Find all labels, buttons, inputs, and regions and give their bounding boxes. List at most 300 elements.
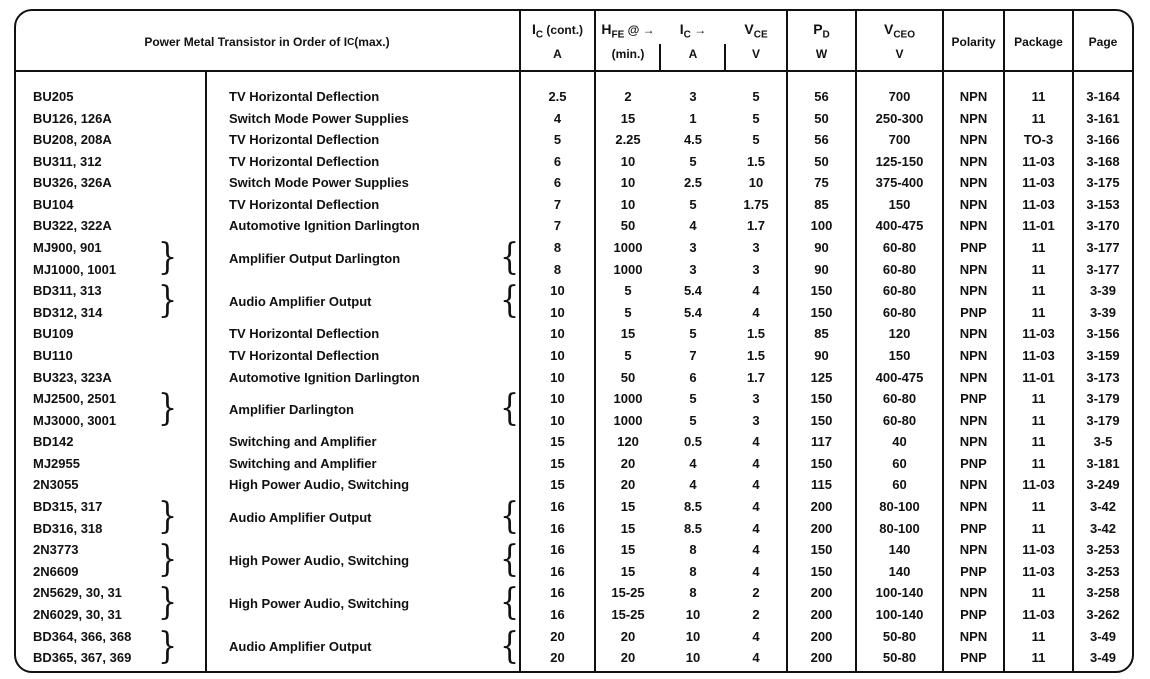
cell-page: 3-253 bbox=[1086, 542, 1120, 558]
cell-vceo: 150 bbox=[888, 196, 911, 212]
cell-pd: 85 bbox=[814, 196, 829, 212]
cell-desc: Audio Amplifier Output bbox=[229, 294, 372, 309]
cell-page: 3-249 bbox=[1086, 477, 1120, 493]
cell-part: MJ900, 901 bbox=[33, 240, 102, 256]
cell-ic2: 3 bbox=[689, 89, 697, 104]
cell-vceo: 150 bbox=[888, 347, 911, 363]
header-ic-tail: (cont.) bbox=[543, 23, 584, 38]
cell-vce: 1.7 bbox=[746, 218, 766, 234]
header-page bbox=[1074, 14, 1132, 70]
cell-vceo: 400-475 bbox=[875, 369, 924, 385]
cell-ic2: 5 bbox=[689, 153, 697, 169]
cell-pd: 150 bbox=[810, 542, 833, 558]
cell-pol: PNP bbox=[960, 606, 987, 622]
cell-desc: TV Horizontal Deflection bbox=[229, 196, 380, 212]
cell-pd: 75 bbox=[814, 175, 829, 191]
header-ic2-symbol: I bbox=[679, 21, 684, 38]
cell-ic2: 5.4 bbox=[683, 304, 703, 320]
header-polarity-label: Polarity bbox=[951, 34, 996, 49]
cell-hfe: 15 bbox=[620, 542, 636, 558]
cell-pkg: 11 bbox=[1031, 391, 1046, 407]
cell-part: 2N5629, 30, 31 bbox=[33, 585, 122, 601]
table-row bbox=[0, 431, 1150, 453]
cell-part: BU311, 312 bbox=[33, 153, 102, 169]
cell-pkg: 11 bbox=[1031, 628, 1046, 644]
cell-hfe: 1000 bbox=[613, 240, 643, 256]
cell-vce: 4 bbox=[752, 650, 760, 666]
cell-page: 3-262 bbox=[1086, 606, 1120, 622]
cell-ic2: 5 bbox=[689, 412, 697, 428]
cell-hfe: 15 bbox=[620, 563, 636, 579]
cell-ic2: 4.5 bbox=[683, 132, 703, 148]
cell-vceo: 60-80 bbox=[882, 240, 917, 256]
right-brace-icon: } bbox=[158, 387, 178, 430]
cell-desc: Audio Amplifier Output bbox=[229, 639, 372, 655]
cell-part: BD311, 313 bbox=[33, 283, 102, 299]
cell-vceo: 40 bbox=[892, 434, 907, 450]
cell-part: 2N6609 bbox=[33, 563, 79, 579]
cell-vce: 3 bbox=[752, 240, 760, 256]
cell-page: 3-179 bbox=[1086, 391, 1120, 407]
cell-ic2: 2.5 bbox=[683, 175, 703, 191]
cell-pol: NPN bbox=[959, 89, 988, 104]
cell-hfe: 5 bbox=[624, 304, 632, 320]
cell-vceo: 375-400 bbox=[875, 175, 924, 191]
cell-pol: PNP bbox=[960, 520, 987, 536]
cell-ic: 4 bbox=[553, 110, 562, 126]
right-brace-icon: } bbox=[158, 581, 178, 624]
cell-ic: 10 bbox=[550, 369, 565, 385]
table-row bbox=[0, 215, 1150, 237]
cell-vce: 3 bbox=[752, 412, 760, 428]
cell-ic2: 5 bbox=[689, 326, 697, 342]
cell-pd: 200 bbox=[810, 585, 833, 601]
cell-ic: 16 bbox=[550, 520, 565, 536]
table-row bbox=[0, 410, 1150, 432]
cell-vceo: 60-80 bbox=[882, 283, 917, 299]
cell-pkg: 11-03 bbox=[1022, 326, 1055, 342]
table-row bbox=[0, 604, 1150, 626]
cell-pkg: 11 bbox=[1031, 499, 1046, 515]
cell-part: BU104 bbox=[33, 196, 74, 212]
cell-vce: 4 bbox=[752, 477, 760, 493]
cell-vceo: 60-80 bbox=[882, 261, 917, 277]
cell-ic: 15 bbox=[550, 434, 565, 450]
cell-ic: 7 bbox=[553, 196, 562, 212]
cell-ic2: 5 bbox=[689, 391, 697, 407]
cell-ic2: 3 bbox=[689, 261, 697, 277]
cell-vceo: 60-80 bbox=[882, 412, 917, 428]
header-vce bbox=[726, 14, 786, 70]
cell-vceo: 50-80 bbox=[882, 628, 917, 644]
cell-page: 3-258 bbox=[1086, 585, 1120, 601]
cell-pkg: 11-03 bbox=[1022, 606, 1055, 622]
cell-pd: 90 bbox=[814, 261, 829, 277]
table-row bbox=[0, 345, 1150, 367]
cell-ic: 6 bbox=[553, 153, 562, 169]
cell-pd: 200 bbox=[810, 650, 833, 666]
cell-pkg: 11-03 bbox=[1022, 347, 1055, 363]
cell-desc: Amplifier Darlington bbox=[229, 401, 354, 417]
cell-pol: NPN bbox=[959, 283, 988, 299]
cell-pol: NPN bbox=[959, 326, 988, 342]
cell-vceo: 700 bbox=[888, 89, 911, 104]
cell-hfe: 15-25 bbox=[611, 606, 645, 622]
cell-ic2: 0.5 bbox=[683, 434, 703, 450]
table-row bbox=[0, 86, 1150, 108]
header-vce-sub: CE bbox=[753, 29, 768, 41]
header-pd-unit: W bbox=[815, 46, 828, 61]
cell-desc: Audio Amplifier Output bbox=[229, 509, 372, 525]
cell-hfe: 1000 bbox=[613, 412, 643, 428]
cell-pkg: 11-03 bbox=[1022, 542, 1055, 558]
cell-ic: 7 bbox=[553, 218, 562, 234]
cell-hfe: 15 bbox=[620, 110, 636, 126]
cell-vceo: 140 bbox=[888, 563, 911, 579]
cell-ic2: 8.5 bbox=[683, 520, 703, 536]
table-row bbox=[0, 129, 1150, 151]
cell-pkg: 11 bbox=[1031, 261, 1046, 277]
cell-pol: PNP bbox=[960, 563, 987, 579]
cell-part: 2N6029, 30, 31 bbox=[33, 606, 122, 622]
cell-ic2: 10 bbox=[685, 606, 701, 622]
cell-desc: Switch Mode Power Supplies bbox=[229, 175, 409, 191]
header-ic2-sub: C bbox=[683, 29, 691, 41]
table-row bbox=[0, 108, 1150, 130]
cell-ic: 2.5 bbox=[548, 89, 567, 104]
cell-pol: NPN bbox=[959, 132, 988, 148]
cell-vce: 10 bbox=[748, 175, 764, 191]
cell-page: 3-159 bbox=[1086, 347, 1120, 363]
cell-part: BU322, 322A bbox=[33, 218, 112, 234]
cell-part: BD312, 314 bbox=[33, 304, 103, 320]
cell-hfe: 20 bbox=[620, 455, 636, 471]
cell-pkg: 11 bbox=[1031, 89, 1046, 104]
cell-pkg: 11-03 bbox=[1022, 196, 1055, 212]
cell-desc: Switching and Amplifier bbox=[229, 455, 377, 471]
cell-vce: 5 bbox=[752, 132, 760, 148]
cell-pol: NPN bbox=[959, 585, 988, 601]
header-divider bbox=[15, 70, 1133, 72]
cell-ic: 16 bbox=[550, 585, 565, 601]
cell-pol: NPN bbox=[959, 477, 988, 493]
cell-pol: NPN bbox=[959, 499, 988, 515]
header-vceo-unit: V bbox=[895, 46, 904, 61]
cell-vce: 1.75 bbox=[743, 196, 769, 212]
cell-part: MJ2500, 2501 bbox=[33, 391, 117, 407]
cell-vce: 1.5 bbox=[746, 347, 766, 363]
cell-ic2: 1 bbox=[689, 110, 697, 126]
cell-pol: PNP bbox=[960, 455, 987, 471]
cell-page: 3-166 bbox=[1086, 132, 1120, 148]
header-vceo-symbol: V bbox=[883, 21, 894, 38]
cell-vceo: 60-80 bbox=[882, 304, 917, 320]
header-hfe-sub: FE bbox=[611, 29, 625, 41]
cell-desc: TV Horizontal Deflection bbox=[229, 153, 380, 169]
header-hfe-unit: (min.) bbox=[611, 46, 645, 61]
table-row bbox=[0, 194, 1150, 216]
cell-vce: 1.5 bbox=[746, 326, 766, 342]
cell-vce: 4 bbox=[752, 542, 760, 558]
cell-vce: 4 bbox=[752, 455, 760, 471]
header-vceo-sub: CEO bbox=[893, 29, 915, 41]
cell-page: 3-173 bbox=[1086, 369, 1120, 385]
cell-ic: 10 bbox=[550, 283, 565, 299]
cell-page: 3-181 bbox=[1086, 455, 1120, 471]
cell-pkg: 11 bbox=[1031, 240, 1046, 256]
header-vceo bbox=[857, 14, 942, 70]
cell-pkg: 11-01 bbox=[1022, 369, 1055, 385]
cell-ic2: 4 bbox=[689, 218, 697, 234]
table-title-text: Power Metal Transistor in Order of I bbox=[144, 35, 348, 49]
table-row bbox=[0, 172, 1150, 194]
cell-vceo: 140 bbox=[888, 542, 911, 558]
cell-part: BU205 bbox=[33, 89, 74, 104]
header-ic2-tail: → bbox=[690, 23, 707, 38]
cell-hfe: 20 bbox=[620, 650, 636, 666]
cell-vce: 4 bbox=[752, 520, 760, 536]
cell-page: 3-39 bbox=[1089, 283, 1117, 299]
header-polarity bbox=[944, 14, 1003, 70]
right-brace-icon: } bbox=[158, 538, 178, 581]
cell-ic: 16 bbox=[550, 563, 565, 579]
cell-ic2: 7 bbox=[689, 347, 697, 363]
cell-pkg: 11 bbox=[1031, 412, 1046, 428]
cell-vceo: 50-80 bbox=[882, 650, 917, 666]
cell-ic: 20 bbox=[550, 628, 565, 644]
header-package-label: Package bbox=[1014, 34, 1063, 49]
cell-ic2: 8.5 bbox=[683, 499, 703, 515]
cell-page: 3-164 bbox=[1086, 89, 1120, 104]
cell-page: 3-168 bbox=[1086, 153, 1120, 169]
cell-vce: 4 bbox=[752, 628, 760, 644]
cell-ic: 10 bbox=[550, 326, 565, 342]
cell-page: 3-177 bbox=[1086, 240, 1120, 256]
cell-desc: High Power Audio, Switching bbox=[229, 552, 410, 568]
cell-ic: 15 bbox=[550, 455, 565, 471]
cell-pd: 125 bbox=[810, 369, 833, 385]
cell-pd: 100 bbox=[810, 218, 833, 234]
cell-pol: NPN bbox=[959, 434, 988, 450]
cell-vceo: 100-140 bbox=[875, 606, 924, 622]
header-pd-symbol: P bbox=[813, 21, 823, 38]
left-brace-icon: { bbox=[500, 387, 520, 430]
cell-part: BU326, 326A bbox=[33, 175, 112, 191]
table-row bbox=[0, 561, 1150, 583]
cell-ic2: 4 bbox=[689, 455, 697, 471]
cell-vce: 2 bbox=[752, 585, 760, 601]
cell-pol: NPN bbox=[959, 110, 988, 126]
cell-hfe: 120 bbox=[617, 434, 639, 450]
cell-pd: 150 bbox=[810, 455, 833, 471]
table-row bbox=[0, 474, 1150, 496]
cell-part: MJ3000, 3001 bbox=[33, 412, 117, 428]
cell-pol: PNP bbox=[960, 391, 987, 407]
table-row bbox=[0, 259, 1150, 281]
cell-page: 3-49 bbox=[1089, 650, 1117, 666]
cell-ic2: 6 bbox=[689, 369, 697, 385]
cell-pd: 200 bbox=[810, 628, 833, 644]
cell-part: BU109 bbox=[33, 326, 74, 342]
cell-part: BD364, 366, 368 bbox=[33, 628, 132, 644]
cell-ic: 16 bbox=[550, 606, 565, 622]
cell-pd: 50 bbox=[814, 110, 829, 126]
cell-pkg: 11-01 bbox=[1022, 218, 1055, 234]
cell-pkg: 11 bbox=[1031, 110, 1046, 126]
cell-pol: PNP bbox=[960, 650, 987, 666]
cell-pkg: 11-03 bbox=[1022, 563, 1055, 579]
cell-hfe: 2 bbox=[624, 89, 632, 104]
cell-ic: 8 bbox=[553, 240, 562, 256]
header-vce-symbol: V bbox=[744, 21, 754, 38]
cell-vce: 5 bbox=[752, 110, 760, 126]
cell-part: BU208, 208A bbox=[33, 132, 112, 148]
table-title-sub: C bbox=[347, 36, 355, 48]
cell-ic2: 5 bbox=[689, 196, 697, 212]
right-brace-icon: } bbox=[158, 495, 178, 538]
cell-page: 3-39 bbox=[1089, 304, 1117, 320]
cell-part: BU323, 323A bbox=[33, 369, 112, 385]
cell-desc: TV Horizontal Deflection bbox=[229, 347, 380, 363]
header-ic-test bbox=[661, 14, 725, 70]
cell-pd: 85 bbox=[814, 326, 829, 342]
cell-vceo: 60 bbox=[892, 455, 907, 471]
cell-vce: 1.5 bbox=[746, 153, 766, 169]
header-ic-cont bbox=[521, 14, 594, 70]
cell-part: BD316, 318 bbox=[33, 520, 103, 536]
cell-ic: 10 bbox=[550, 391, 565, 407]
cell-vceo: 250-300 bbox=[875, 110, 924, 126]
cell-vce: 4 bbox=[752, 283, 760, 299]
left-brace-icon: { bbox=[500, 538, 520, 581]
cell-pd: 150 bbox=[810, 391, 833, 407]
cell-hfe: 15 bbox=[620, 326, 636, 342]
cell-ic: 8 bbox=[553, 261, 562, 277]
cell-vceo: 120 bbox=[888, 326, 911, 342]
cell-ic: 15 bbox=[550, 477, 565, 493]
left-brace-icon: { bbox=[500, 581, 520, 624]
header-hfe bbox=[596, 14, 660, 70]
cell-desc: TV Horizontal Deflection bbox=[229, 326, 380, 342]
cell-page: 3-175 bbox=[1086, 175, 1120, 191]
cell-part: BD365, 367, 369 bbox=[33, 650, 132, 666]
cell-vce: 4 bbox=[752, 563, 760, 579]
header-hfe-tail: @ → bbox=[624, 23, 655, 38]
header-package bbox=[1005, 14, 1072, 70]
cell-page: 3-170 bbox=[1086, 218, 1120, 234]
cell-pkg: 11 bbox=[1031, 304, 1046, 320]
cell-hfe: 2.25 bbox=[615, 132, 641, 148]
cell-desc: Amplifier Output Darlington bbox=[229, 250, 401, 266]
cell-hfe: 15-25 bbox=[611, 585, 645, 601]
cell-hfe: 1000 bbox=[613, 391, 643, 407]
cell-desc: Switching and Amplifier bbox=[229, 434, 377, 450]
cell-page: 3-179 bbox=[1086, 412, 1120, 428]
cell-pol: NPN bbox=[959, 542, 988, 558]
cell-vce: 3 bbox=[752, 261, 760, 277]
cell-vceo: 60-80 bbox=[882, 391, 917, 407]
cell-pd: 150 bbox=[810, 283, 833, 299]
cell-part: MJ2955 bbox=[33, 455, 80, 471]
table-row bbox=[0, 323, 1150, 345]
cell-pkg: 11 bbox=[1031, 585, 1046, 601]
cell-hfe: 20 bbox=[620, 477, 636, 493]
cell-ic2: 10 bbox=[685, 650, 701, 666]
cell-ic2: 8 bbox=[689, 542, 697, 558]
cell-vce: 3 bbox=[752, 391, 760, 407]
cell-page: 3-153 bbox=[1086, 196, 1120, 212]
cell-pol: NPN bbox=[959, 175, 988, 191]
right-brace-icon: } bbox=[158, 279, 178, 322]
cell-hfe: 20 bbox=[620, 628, 636, 644]
cell-pkg: 11 bbox=[1031, 434, 1046, 450]
cell-ic: 16 bbox=[550, 499, 565, 515]
cell-desc: High Power Audio, Switching bbox=[229, 596, 410, 612]
cell-pkg: 11-03 bbox=[1022, 153, 1055, 169]
header-ic-symbol: I bbox=[531, 21, 536, 38]
cell-vce: 5 bbox=[752, 89, 760, 104]
cell-page: 3-253 bbox=[1086, 563, 1120, 579]
cell-ic2: 4 bbox=[689, 477, 697, 493]
left-brace-icon: { bbox=[500, 236, 520, 279]
header-ic-unit: A bbox=[553, 46, 562, 61]
cell-pkg: 11 bbox=[1031, 650, 1046, 666]
cell-page: 3-156 bbox=[1086, 326, 1120, 342]
cell-hfe: 50 bbox=[620, 218, 636, 234]
cell-page: 3-49 bbox=[1089, 628, 1117, 644]
cell-part: BD315, 317 bbox=[33, 499, 103, 515]
cell-pd: 200 bbox=[810, 606, 833, 622]
cell-page: 3-177 bbox=[1086, 261, 1120, 277]
cell-vce: 4 bbox=[752, 434, 760, 450]
cell-pol: NPN bbox=[959, 196, 988, 212]
cell-desc: TV Horizontal Deflection bbox=[229, 89, 380, 104]
cell-hfe: 10 bbox=[620, 175, 636, 191]
cell-part: BU110 bbox=[33, 347, 73, 363]
cell-hfe: 50 bbox=[620, 369, 636, 385]
cell-pol: NPN bbox=[959, 218, 988, 234]
cell-vceo: 700 bbox=[888, 132, 911, 148]
cell-desc: High Power Audio, Switching bbox=[229, 477, 410, 493]
header-vce-unit: V bbox=[751, 46, 760, 61]
cell-page: 3-42 bbox=[1089, 499, 1117, 515]
cell-pol: PNP bbox=[960, 240, 987, 256]
cell-pd: 200 bbox=[810, 499, 833, 515]
cell-hfe: 15 bbox=[620, 520, 636, 536]
cell-pkg: TO-3 bbox=[1023, 132, 1054, 148]
cell-hfe: 5 bbox=[624, 283, 632, 299]
cell-ic: 16 bbox=[550, 542, 565, 558]
right-brace-icon: } bbox=[158, 236, 178, 279]
cell-ic2: 8 bbox=[689, 585, 697, 601]
cell-pd: 56 bbox=[814, 132, 829, 148]
cell-part: BU126, 126A bbox=[33, 110, 112, 126]
right-brace-icon: } bbox=[158, 624, 178, 667]
left-brace-icon: { bbox=[500, 279, 520, 322]
header-pd bbox=[788, 14, 855, 70]
cell-ic: 5 bbox=[553, 132, 562, 148]
table-title bbox=[16, 14, 518, 70]
cell-pd: 200 bbox=[810, 520, 833, 536]
header-pd-sub: D bbox=[822, 29, 830, 41]
cell-hfe: 10 bbox=[620, 196, 636, 212]
cell-ic: 10 bbox=[550, 412, 565, 428]
cell-desc: Automotive Ignition Darlington bbox=[229, 369, 420, 385]
cell-pd: 117 bbox=[811, 434, 832, 450]
cell-pol: NPN bbox=[959, 153, 988, 169]
table-row bbox=[0, 453, 1150, 475]
cell-pkg: 11 bbox=[1031, 520, 1046, 536]
